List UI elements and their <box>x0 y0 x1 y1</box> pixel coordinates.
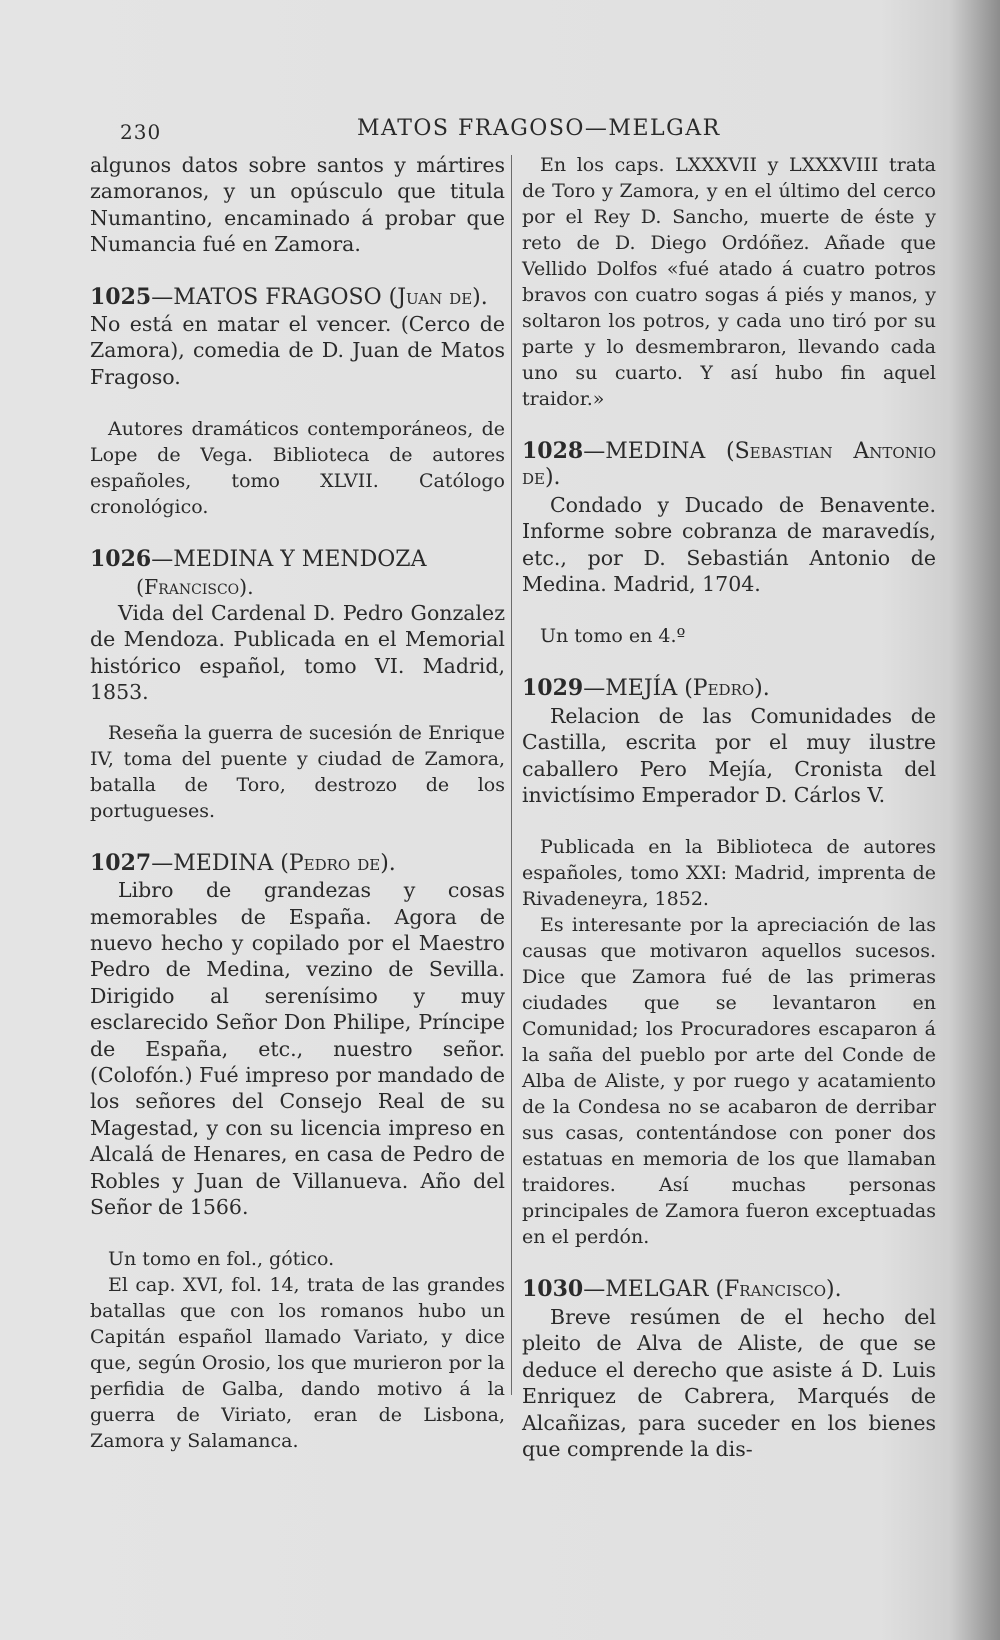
entry-heading: —MEDINA (Sebastian Antonio de). <box>522 439 936 491</box>
entry-heading: —MEDINA (Pedro de). <box>151 850 396 876</box>
entry-heading: —MEDINA Y MENDOZA <box>151 547 427 573</box>
entry-text: No está en matar el vencer. (Cerco de Zamora), comedia de D. Juan de Matos Fragoso. <box>90 312 505 389</box>
entry-1027 <box>90 850 505 1455</box>
running-title: MATOS FRAGOSO—MELGAR <box>357 116 721 141</box>
continued-paragraph: algunos datos sobre santos y mártires zamoranos, y un opúsculo que titula Numantino, encaminado á probar que Numancia fué en Zamora. <box>90 153 505 257</box>
entry-1025 <box>90 284 505 521</box>
entry-1028 <box>522 438 936 649</box>
entry-1026 <box>90 546 505 823</box>
entry-number: 1026 <box>90 546 152 573</box>
entry-note: Un tomo en fol., gótico. <box>108 1248 335 1271</box>
entry-note: Publicada en la Biblioteca de autores españoles, tomo XXI: Madrid, imprenta de Rivadeneyra, 1852. <box>522 836 936 911</box>
entry-heading-continued: (Francisco). <box>136 574 254 599</box>
entry-note: El cap. XVI, fol. 14, trata de las grandes batallas que con los romanos hubo un Capitán español llamado Variato, y dice que, según Orosio, los que murieron por la perfidia de Galba, dando motivo á la guerra de Viriato, eran de Lisbona, Zamora y Salamanca. <box>90 1274 505 1453</box>
entry-note: Autores dramáticos contemporáneos, de Lope de Vega. Biblioteca de autores españoles, tomo XLVII. Católogo cronológico. <box>90 418 505 519</box>
page-number: 230 <box>120 120 162 144</box>
column-divider <box>511 155 512 1395</box>
entry-heading: —MEJÍA (Pedro). <box>583 676 770 702</box>
entry-1029 <box>522 675 936 1250</box>
right-column <box>522 152 936 1462</box>
entry-text: Breve resúmen de el hecho del pleito de Alva de Aliste, de que se deduce el derecho que asiste á D. Luis Enriquez de Cabrera, Marqués de Alcañizas, para suceder en los bienes que comprende la dis- <box>522 1304 936 1461</box>
entry-number: 1030 <box>522 1276 584 1303</box>
entry-text: Relacion de las Comunidades de Castilla, escrita por el muy ilustre caballero Pero Mejía, Cronista del invictísimo Emperador D. Cárlos V. <box>522 703 936 808</box>
entry-note: Reseña la guerra de sucesión de Enrique IV, toma del puente y ciudad de Zamora, batalla de Toro, destrozo de los portugueses. <box>90 721 505 822</box>
entry-text: Vida del Cardenal D. Pedro Gonzalez de Mendoza. Publicada en el Memorial histórico español, tomo VI. Madrid, 1853. <box>90 601 505 705</box>
entry-heading: —MELGAR (Francisco). <box>583 1277 842 1303</box>
entry-number: 1025 <box>90 283 152 310</box>
left-column <box>90 152 505 1454</box>
entry-text: Condado y Ducado de Benavente. Informe sobre cobranza de maravedís, etc., por D. Sebastián Antonio de Medina. Madrid, 1704. <box>522 492 936 597</box>
entry-number: 1027 <box>90 849 152 876</box>
page-header <box>0 116 1000 150</box>
entry-number: 1028 <box>522 438 584 464</box>
entry-heading: —MATOS FRAGOSO (Juan de). <box>151 284 488 310</box>
entry-note: Es interesante por la apreciación de las causas que motivaron aquellos sucesos. Dice que Zamora fué de las primeras ciudades que se levantaron en Comunidad; los Procuradores escaparon á la saña del pueblo por arte del Conde de Alba de Aliste, y por ruego y acatamiento de la Condesa no se acabaron de derribar sus casas, contentándose con poner dos estatuas en memoria de los que llamaban traidores. Así muchas personas principales de Zamora fueron exceptuadas en el perdón. <box>522 914 936 1249</box>
continued-paragraph: En los caps. LXXXVII y LXXXVIII trata de Toro y Zamora, y en el último del cerco por el Rey D. Sancho, muerte de éste y reto de D. Diego Ordóñez. Añade que Vellido Dolfos «fué atado á cuatro potros bravos con cuatro sogas á piés y manos, y soltaron los potros, y cada uno tiró por su parte y lo desmembraron, llevando cada uno su cuarto. Y así hubo fin aquel traidor.» <box>522 154 936 410</box>
entry-text: Libro de grandezas y cosas memorables de España. Agora de nuevo hecho y copilado por el Maestro Pedro de Medina, vezino de Sevilla. Dirigido al serenísimo y muy esclarecido Señor Don Philipe, Príncipe de España, etc., nuestro señor. (Colofón.) Fué impreso por mandado de los señores del Consejo Real de su Magestad, y con su licencia impreso en Alcalá de Henares, en casa de Pedro de Robles y Juan de Villanueva. Año del Señor de 1566. <box>90 878 505 1219</box>
entry-number: 1029 <box>522 675 584 702</box>
entry-note: Un tomo en 4.º <box>540 625 686 648</box>
entry-1030 <box>522 1276 936 1462</box>
